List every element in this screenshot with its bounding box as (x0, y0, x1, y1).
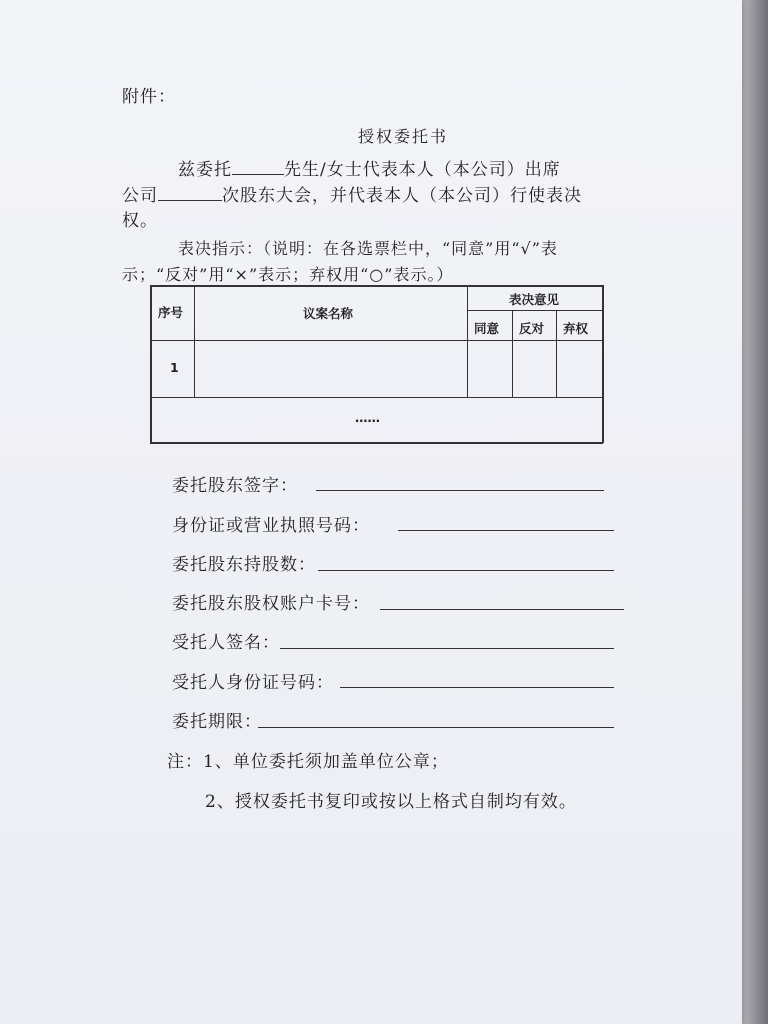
row-seq-number: 1 (170, 360, 179, 375)
instruction-line-2: 示；“反对”用“×”表示；弃权用“○”表示。） (122, 265, 454, 284)
col-header-agree: 同意 (474, 321, 500, 336)
col-header-seq: 序号 (158, 305, 184, 320)
intro-line-1-end: 先生/女士代表本人（本公司）出席 (284, 160, 561, 180)
field-term-line[interactable] (258, 727, 614, 728)
field-account-card-label: 委托股东股权账户卡号： (172, 594, 370, 614)
field-account-card-line[interactable] (380, 609, 624, 610)
attachment-label: 附件： (122, 87, 176, 107)
col-header-oppose: 反对 (519, 321, 545, 336)
field-share-count-line[interactable] (318, 570, 614, 571)
col-header-opinion: 表决意见 (509, 292, 560, 307)
table-ellipsis: …… (355, 410, 380, 425)
col-header-abstain: 弃权 (563, 321, 589, 336)
field-id-number-line[interactable] (398, 530, 614, 531)
field-proxy-signature-label: 受托人签名： (172, 633, 280, 653)
blank-name (232, 160, 284, 175)
intro-line-2 (122, 181, 582, 206)
field-term-label: 委托期限： (172, 712, 262, 732)
intro-line-2-start: 公司 (122, 186, 158, 206)
field-share-count-label: 委托股东持股数： (172, 555, 316, 575)
field-proxy-id-label: 受托人身份证号码： (172, 673, 334, 693)
intro-line-2-end: 次股东大会，并代表本人（本公司）行使表决 (222, 186, 582, 206)
field-proxy-id-line[interactable] (340, 687, 614, 688)
instruction-line-1: 表决指示：（说明：在各选票栏中，“同意”用“√”表 (178, 239, 558, 258)
intro-line-1-start: 兹委托 (178, 160, 232, 180)
blank-meeting-number (158, 186, 222, 201)
note-1: 注：1、单位委托须加盖单位公章； (167, 752, 449, 772)
document-title: 授权委托书 (358, 127, 449, 146)
note-2: 2、授权委托书复印或按以上格式自制均有效。 (205, 792, 577, 812)
intro-line-1 (178, 155, 561, 180)
col-header-proposal: 议案名称 (303, 306, 354, 321)
field-shareholder-signature-line[interactable] (316, 490, 604, 491)
intro-line-3: 权。 (122, 211, 158, 231)
field-shareholder-signature-label: 委托股东签字： (172, 476, 298, 496)
field-proxy-signature-line[interactable] (280, 648, 614, 649)
field-id-number-label: 身份证或营业执照号码： (172, 516, 370, 536)
